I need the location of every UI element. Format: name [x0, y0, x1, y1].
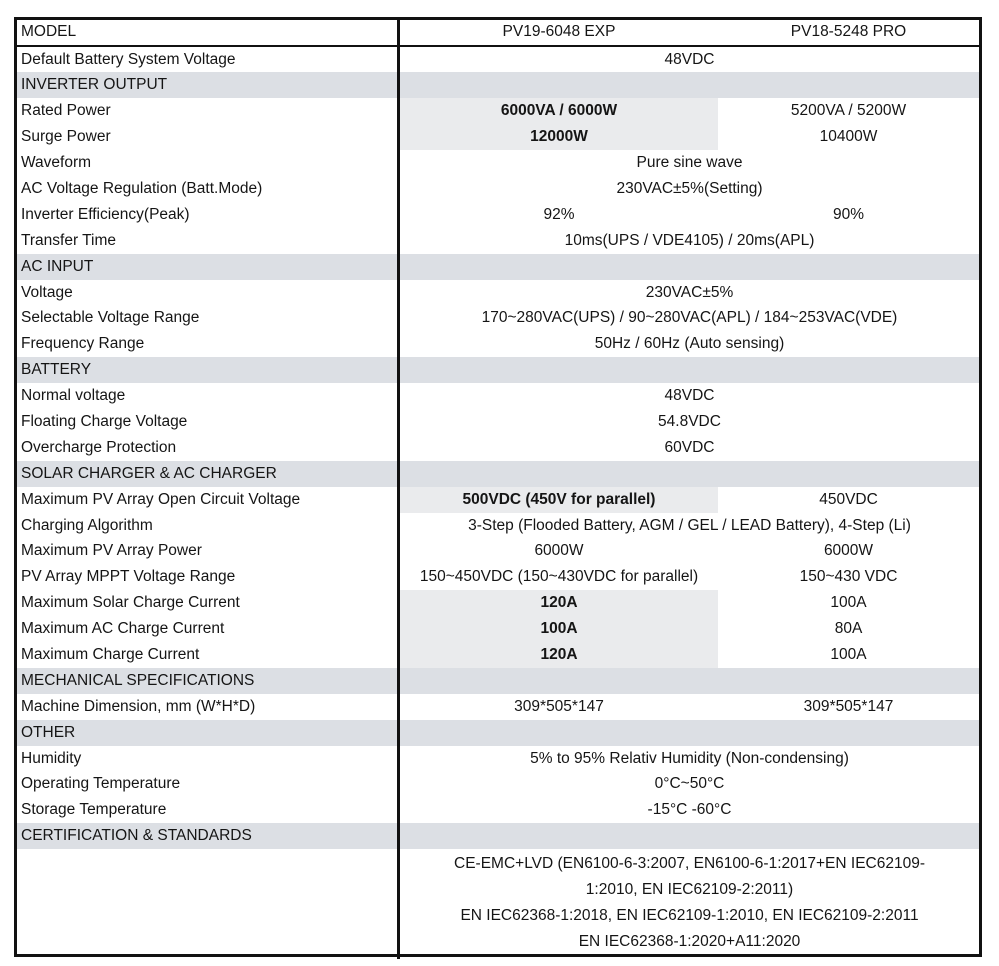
- spec-table: [14, 17, 982, 957]
- section-fill: [400, 720, 979, 746]
- row-value-inverter-efficiency-peak: [400, 202, 979, 228]
- row-label-voltage: Voltage: [21, 283, 73, 301]
- row-label-maximum-pv-array-power: Maximum PV Array Power: [21, 542, 202, 560]
- model-2-value: 100A: [830, 594, 867, 612]
- model-2-value: 90%: [832, 205, 865, 223]
- row-label-pv-array-mppt-voltage-range: PV Array MPPT Voltage Range: [21, 568, 236, 586]
- row-value-maximum-solar-charge-current: [400, 590, 979, 616]
- row-value-voltage: [400, 280, 979, 306]
- certification-line: CE-EMC+LVD (EN6100-6-3:2007, EN6100-6-1:2017+EN IEC62109-: [454, 855, 925, 873]
- row-label-surge-power: Surge Power: [21, 128, 111, 146]
- row-label-rated-power: Rated Power: [21, 102, 111, 120]
- row-value-maximum-charge-current: [400, 642, 979, 668]
- section-header-battery: BATTERY: [17, 357, 397, 383]
- spanned-value: 170~280VAC(UPS) / 90~280VAC(APL) / 184~253VAC(VDE): [481, 309, 898, 327]
- section-fill: [400, 461, 979, 487]
- row-value-selectable-voltage-range: [400, 305, 979, 331]
- section-fill: [400, 668, 979, 694]
- model-2-value: 80A: [834, 620, 863, 638]
- section-fill: [400, 357, 979, 383]
- spanned-value: 50Hz / 60Hz (Auto sensing): [594, 335, 785, 353]
- row-value-pv-array-mppt-voltage-range: [400, 564, 979, 590]
- certification-values: [400, 849, 979, 955]
- row-value-frequency-range: [400, 331, 979, 357]
- spanned-value: Pure sine wave: [636, 154, 743, 172]
- model-1-value: 100A: [400, 616, 718, 642]
- model-1-value: 309*505*147: [514, 697, 604, 715]
- row-value-normal-voltage: [400, 383, 979, 409]
- model-1-value: 92%: [543, 205, 575, 223]
- model-2-value: 6000W: [823, 542, 874, 560]
- spanned-value: 54.8VDC: [658, 412, 721, 430]
- row-label-machine-dimension-mm-w-h-d: Machine Dimension, mm (W*H*D): [21, 697, 256, 715]
- row-value-charging-algorithm: [400, 513, 979, 539]
- model-1-value: 120A: [400, 642, 718, 668]
- model-1-value: 12000W: [400, 124, 718, 150]
- spanned-value: 5% to 95% Relativ Humidity (Non-condensing): [530, 749, 849, 767]
- row-value-overcharge-protection: [400, 435, 979, 461]
- section-header-ac-input: AC INPUT: [17, 254, 397, 280]
- section-header-inverter-output: INVERTER OUTPUT: [17, 72, 397, 98]
- certification-line: EN IEC62368-1:2020+A11:2020: [578, 932, 801, 950]
- spanned-value: 0°C~50°C: [654, 775, 725, 793]
- section-header-certification-standards: CERTIFICATION & STANDARDS: [17, 823, 397, 849]
- model-2-value: 100A: [830, 645, 867, 663]
- model-1-value: 500VDC (450V for parallel): [400, 487, 718, 513]
- row-value-humidity: [400, 746, 979, 772]
- row-label-storage-temperature: Storage Temperature: [21, 801, 167, 819]
- spanned-value: 48VDC: [664, 50, 715, 68]
- row-label-operating-temperature: Operating Temperature: [21, 775, 181, 793]
- row-value-surge-power: [400, 124, 979, 150]
- row-value-maximum-ac-charge-current: [400, 616, 979, 642]
- model-2-value: 450VDC: [819, 490, 878, 508]
- certification-label-cell: [17, 849, 397, 959]
- row-label-transfer-time: Transfer Time: [21, 231, 117, 249]
- row-label-ac-voltage-regulation-batt-mode: AC Voltage Regulation (Batt.Mode): [21, 179, 263, 197]
- row-value-transfer-time: [400, 228, 979, 254]
- model-2-value: 10400W: [819, 128, 878, 146]
- section-header-other: OTHER: [17, 720, 397, 746]
- row-label-charging-algorithm: Charging Algorithm: [21, 516, 153, 534]
- row-value-maximum-pv-array-power: [400, 538, 979, 564]
- row-label-overcharge-protection: Overcharge Protection: [21, 438, 177, 456]
- row-value-operating-temperature: [400, 771, 979, 797]
- model-1-value: 120A: [400, 590, 718, 616]
- value-column: [400, 20, 979, 959]
- section-fill: [400, 254, 979, 280]
- header-label: MODEL: [17, 20, 397, 47]
- certification-line: 1:2010, EN IEC62109-2:2011): [585, 881, 794, 899]
- model-1-header: PV19-6048 EXP: [502, 23, 616, 40]
- row-label-maximum-solar-charge-current: Maximum Solar Charge Current: [21, 594, 240, 612]
- section-fill: [400, 72, 979, 98]
- model-1-value: 6000W: [534, 542, 584, 560]
- model-1-value: 150~450VDC (150~430VDC for parallel): [419, 568, 699, 586]
- spanned-value: 230VAC±5%: [645, 283, 734, 301]
- row-value-maximum-pv-array-open-circuit-voltage: [400, 487, 979, 513]
- row-value-default-battery-system-voltage: [400, 47, 979, 73]
- row-label-normal-voltage: Normal voltage: [21, 387, 126, 405]
- label-column: [17, 20, 400, 959]
- model-2-header: PV18-5248 PRO: [790, 23, 907, 40]
- row-value-ac-voltage-regulation-batt-mode: [400, 176, 979, 202]
- model-2-value: 309*505*147: [803, 697, 894, 715]
- row-value-waveform: [400, 150, 979, 176]
- model-2-value: 150~430 VDC: [799, 568, 898, 586]
- spanned-value: -15°C -60°C: [647, 801, 732, 819]
- row-label-maximum-charge-current: Maximum Charge Current: [21, 645, 200, 663]
- row-value-rated-power: [400, 98, 979, 124]
- spanned-value: 48VDC: [664, 387, 715, 405]
- row-label-frequency-range: Frequency Range: [21, 335, 145, 353]
- row-label-inverter-efficiency-peak: Inverter Efficiency(Peak): [21, 205, 190, 223]
- row-label-waveform: Waveform: [21, 154, 92, 172]
- row-label-maximum-pv-array-open-circuit-voltage: Maximum PV Array Open Circuit Voltage: [21, 490, 301, 508]
- row-value-floating-charge-voltage: [400, 409, 979, 435]
- header-models: [400, 20, 979, 47]
- row-value-storage-temperature: [400, 797, 979, 823]
- row-value-machine-dimension-mm-w-h-d: [400, 694, 979, 720]
- row-label-maximum-ac-charge-current: Maximum AC Charge Current: [21, 620, 225, 638]
- model-2-value: 5200VA / 5200W: [790, 102, 907, 120]
- row-label-floating-charge-voltage: Floating Charge Voltage: [21, 412, 188, 430]
- spanned-value: 10ms(UPS / VDE4105) / 20ms(APL): [564, 231, 815, 249]
- section-header-mechanical-specifications: MECHANICAL SPECIFICATIONS: [17, 668, 397, 694]
- section-fill: [400, 823, 979, 849]
- row-label-humidity: Humidity: [21, 749, 82, 767]
- spanned-value: 230VAC±5%(Setting): [616, 179, 763, 197]
- section-header-solar-charger-ac-charger: SOLAR CHARGER & AC CHARGER: [17, 461, 397, 487]
- row-label-default-battery-system-voltage: Default Battery System Voltage: [21, 50, 236, 68]
- model-1-value: 6000VA / 6000W: [400, 98, 718, 124]
- row-label-selectable-voltage-range: Selectable Voltage Range: [21, 309, 200, 327]
- certification-line: EN IEC62368-1:2018, EN IEC62109-1:2010, EN IEC62109-2:2011: [460, 906, 919, 924]
- spanned-value: 3-Step (Flooded Battery, AGM / GEL / LEAD Battery), 4-Step (Li): [468, 516, 911, 534]
- spanned-value: 60VDC: [664, 438, 715, 456]
